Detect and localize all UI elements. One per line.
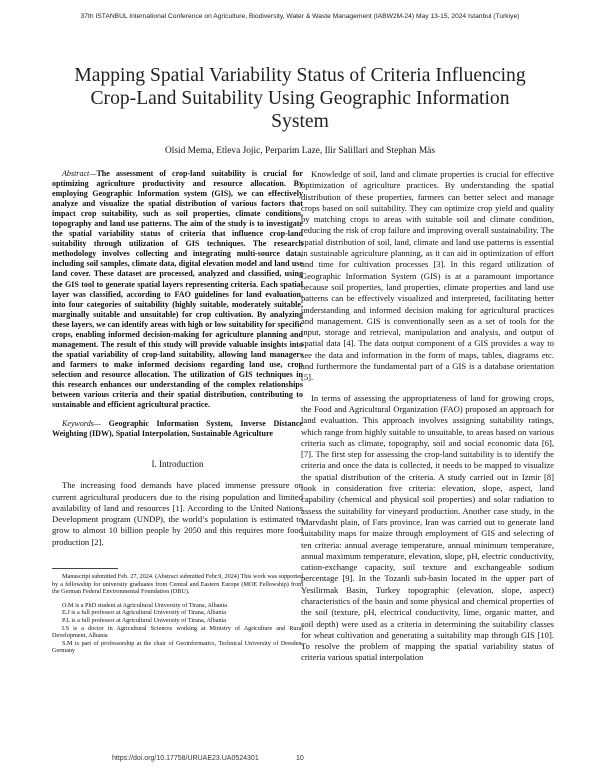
right-column bbox=[301, 169, 554, 664]
footnote-manuscript: Manuscript submitted Feb. 27, 2024. (Abstract submitted Febr.9, 2024) This work was supported by a fellowship for university graduates from Central and Eastern Europe (MOE Fellowship) from the German Federal Environmental Foundation (DBU). bbox=[52, 573, 303, 596]
author-list: Olsid Mema, Etleva Jojic, Perparim Laze, Ilir Salillari and Stephan Mäs bbox=[165, 146, 435, 156]
abstract bbox=[52, 169, 303, 410]
left-column bbox=[52, 169, 303, 655]
paper-title: Mapping Spatial Variability Status of Criteria Influencing Crop-Land Suitability Using Geographic Information System bbox=[74, 65, 526, 132]
abstract-label: Abstract— bbox=[62, 169, 97, 178]
intro-paragraph: The increasing food demands have placed immense pressure on current agricultural producers due to the rising population and limited availability of land and resources [1]. According to the United Nations Development program (UNDP), the world’s population is estimated to grow to almost 10 billion people by 2050 and this requires more food production [2]. bbox=[52, 480, 303, 547]
conference-header: 37th ISTANBUL International Conference on Agriculture, Biodiversity, Water & Waste Management (IABW2M-24) May 13-15, 2024 Istanbul (Turkiye) bbox=[80, 13, 520, 20]
footnote-author: E.J is a full professor at Agricultural University of Tirana, Albania bbox=[62, 609, 226, 617]
footnote-author: I.S is a doctor in Agricultural Sciences working at Ministry of Agriculture and Rural Development, Albania bbox=[52, 624, 303, 640]
section-heading: I. Introduction bbox=[151, 459, 204, 470]
doi-link[interactable]: https://doi.org/10.17758/URUAE23.UA0524301 bbox=[112, 755, 259, 762]
keywords-label: Keywords— bbox=[62, 419, 102, 429]
footnote-author: S.M is part of professorship at the chair of Geoinformatics, Technical University of Dresden, Germany bbox=[52, 639, 303, 655]
page-number: 10 bbox=[296, 755, 304, 762]
keywords-text: Geographic Information System, Inverse Distance Weighting (IDW), Spatial Interpolation, Sustainable Agriculture bbox=[52, 419, 303, 439]
footnote-rule bbox=[52, 568, 118, 569]
footnote-author: O.M is a PhD student at Agricultural University of Tirana, Albania bbox=[62, 601, 227, 609]
body-paragraph: Knowledge of soil, land and climate properties is crucial for effective optimization of agriculture practices. By understanding the spatial distribution of these properties, farmers can better select and manage crops based on soil suitability. They can optimize crop yield and quality by matching crops to areas with suitable soil and climate condition, reducing the risk of crop failure and improving overall sustainability. The spatial distribution of soil, land, climate and land use patterns is essential in sustainable agriculture planning, as it can aid in optimization of effort and time for cultivation processes [3]. In this regard utilization of Geographic Information System (GIS) is at a paramount importance because soil properties, land properties, climate properties and land use patterns can be effectively visualized and interpreted, facilitating better understanding and informed decision making for agricultural practices and management. GIS is conventionally seen as a set of tools for the input, storage and retrieval, manipulation and analysis, and output of spatial data [4]. The data output component of a GIS provides a way to see the data and information in the form of maps, tables, diagrams etc. and furthermore the fundamental part of a GIS is a database orientation [5]. bbox=[301, 169, 554, 383]
body-paragraph: In terms of assessing the appropriateness of land for growing crops, the Food and Agricultural Organization (FAO) proposed an approach for land evaluation. This approach involves assigning suitability ratings, which range from highly suitable to unsuitable, to areas based on various criteria such as climate, topography, soil and social economic data [6], [7]. The first step for assessing the crop-land suitability is to identify the criteria and once the data is collected, it needs to be mapped to visualize the spatial distribution of the criteria. A study carried out in Izmir [8] took in consideration five criteria: elevation, slope, aspect, land capability (chemical and physical soil properties) and solar radiation to assess the suitability for vineyard production. Another case study, in the Marvdasht plain, of Fars province, Iran was carried out to generate land suitability maps for maize through employment of GIS and selecting of ten criteria: annual average temperature, annual minimum temperature, annual maximum temperature, elevation, slope, pH, electric conductivity, cation-exchange capacity, soil texture and exchangeable sodium percentage [9]. In the Tozanli sub-basin located in the upper part of Yesilirmak Basin, Turkey topographic (elevation, slope, aspect) characteristics of the basin and some physical and chemical properties of the soil (texture, pH, electrical conductivity, lime, organic matter, and soil depth) were used as a criteria in determining the suitability classes for wheat cultivation and generating a suitability map through GIS [10]. To resolve the problem of mapping the spatial variability status of criteria various spatial interpolation bbox=[301, 392, 554, 663]
footnote-author: P.L is a full professor at Agricultural University of Tirana, Albania bbox=[62, 617, 227, 625]
keywords bbox=[52, 419, 303, 439]
abstract-text: The assessment of crop-land suitability is crucial for optimizing agriculture productivity and resource allocation. By employing Geographic Information system (GIS), we can effectively analyze and visualize the spatial distribution of various factors that impact crop suitability, such as soil properties, climate conditions, topography and land use patterns. The aim of the study is to investigate the spatial variability status of criteria that influence crop-land suitability through utilization of GIS techniques. The research methodology involves collecting and integrating multi-source data, including soil samples, climate data, digital elevation model and land use land cover. These dataset are processed, analyzed and classified, using the GIS tool to generate spatial layers representing criteria. Each spatial layer was classified, according to FAO guidelines for land evaluation, into four categories of suitability (highly suitable, moderately suitable, marginally suitable and unsuitable) for crop cultivation. By analyzing these layers, we can identify areas with high or low suitability for specific crops, enabling informed decision-making for agriculture planning and management. The result of this study will provide valuable insights into the spatial variability of crop-land suitability, allowing land managers and farmers to make informed decisions regarding land use, crop selection and resource allocation. The utilization of GIS techniques in this research enhances our understanding of the complex relationships between various criteria and their spatial distribution, contributing to sustainable and efficient agricultural practice. bbox=[52, 169, 303, 410]
